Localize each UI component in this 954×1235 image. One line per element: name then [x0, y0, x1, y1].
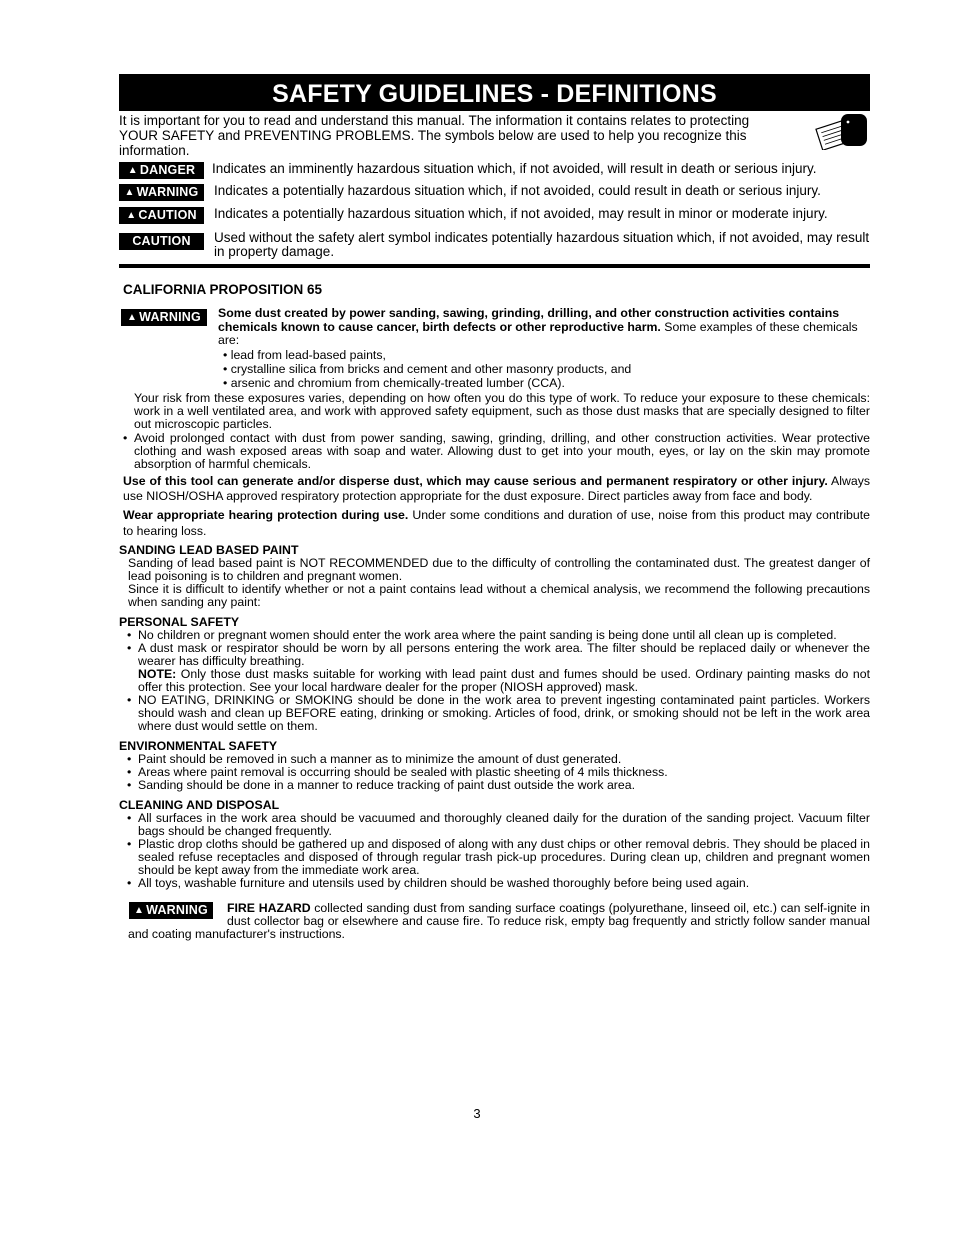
avoid-contact-item	[123, 432, 870, 471]
badge-label: WARNING	[139, 310, 201, 324]
environmental-safety-list	[119, 753, 870, 792]
list-item	[127, 642, 870, 694]
dust-paragraph	[123, 474, 870, 504]
list-item	[127, 753, 870, 766]
intro-paragraph	[119, 113, 870, 158]
environmental-safety-heading: ENVIRONMENTAL SAFETY	[119, 738, 278, 753]
badge-label: CAUTION	[132, 234, 191, 248]
personal-safety-list	[119, 629, 870, 733]
lead-paint-paragraph-2: Since it is difficult to identify whether or not a paint contains lead without a chemical analysis, we recommend the following precautions when sanding any paint:	[128, 581, 870, 609]
caution-badge	[119, 207, 204, 224]
definition-caution-no-symbol	[119, 230, 870, 259]
definition-text: Indicates a potentially hazardous situation which, if not avoided, could result in death or serious injury.	[214, 183, 821, 198]
list-item	[127, 766, 870, 779]
bullet: •	[127, 836, 132, 851]
lead-paint-paragraph-1: Sanding of lead based paint is NOT RECOMMENDED due to the difficulty of controlling the contaminated dust. The greatest danger of lead poisoning is to children and pregnant women.	[128, 555, 870, 583]
definition-text: Indicates a potentially hazardous situation which, if not avoided, may result in minor or moderate injury.	[214, 206, 828, 221]
badge-label: WARNING	[146, 902, 208, 917]
badge-label: DANGER	[139, 163, 196, 177]
alert-triangle-icon: ▲	[134, 904, 145, 916]
fire-hazard-warning	[128, 902, 870, 941]
prop65-normal-text: Some examples of these chemicals are:	[218, 319, 858, 347]
prop65-heading: CALIFORNIA PROPOSITION 65	[123, 282, 323, 297]
page-number: 3	[473, 1106, 481, 1121]
fire-hazard-label: FIRE HAZARD	[227, 900, 311, 915]
definition-caution	[119, 207, 870, 224]
badge-label: CAUTION	[138, 208, 197, 222]
bullet: •	[127, 751, 132, 766]
hearing-bold-text: Wear appropriate hearing protection during use.	[123, 507, 409, 522]
note-label: NOTE:	[138, 666, 177, 681]
avoid-contact-text: Avoid prolonged contact with dust from power sanding, sawing, grinding, drilling, and other construction activities. Wear protective clothing and wash exposed areas with soap and water. Allowing dust to get into your mouth, eyes, or lay on the skin may promote absorption of harmful chemicals.	[134, 430, 870, 471]
definition-danger	[119, 162, 870, 179]
bullet: •	[127, 627, 132, 642]
read-manual-icon	[812, 112, 868, 150]
bullet: •	[127, 764, 132, 779]
list-item-text: NO EATING, DRINKING or SMOKING should be done in the work area to prevent ingesting contaminated paint particles. Workers should wash and clean up BEFORE eating, drinking or smoking. Articles of food, drink, or smoking should not be left in the work area where dust would settle on them.	[138, 692, 870, 733]
list-item	[127, 812, 870, 838]
note-text: Only those dust masks suitable for working with lead paint dust and fumes should be used. Ordinary painting masks do not offer this protection. See your local hardware dealer for the proper (NIOSH approved) mask.	[138, 666, 870, 694]
list-item: • arsenic and chromium from chemically-treated lumber (CCA).	[223, 376, 870, 390]
hearing-paragraph	[123, 507, 870, 539]
bullet: •	[123, 430, 128, 445]
list-item: • crystalline silica from bricks and cement and other masonry products, and	[223, 362, 870, 376]
list-item-text	[138, 642, 870, 694]
list-item-text: All surfaces in the work area should be vacuumed and thoroughly cleaned daily for the duration of the sanding project. Vacuum filter bags should be changed frequently.	[138, 810, 870, 838]
personal-safety-heading: PERSONAL SAFETY	[119, 614, 240, 629]
bullet: •	[127, 640, 132, 655]
list-item	[127, 779, 870, 792]
page-title: SAFETY GUIDELINES - DEFINITIONS	[119, 74, 870, 111]
warning-badge	[121, 309, 207, 326]
list-item-text: Sanding should be done in a manner to reduce tracking of paint dust outside the work area.	[138, 777, 635, 792]
respirator-text: A dust mask or respirator should be worn by all persons entering the work area. The filter should be replaced daily or whenever the wearer has difficulty breathing.	[138, 640, 870, 668]
definition-text: Used without the safety alert symbol indicates potentially hazardous situation which, if not avoided, may result in property damage.	[214, 230, 870, 259]
lead-paint-heading: SANDING LEAD BASED PAINT	[119, 542, 299, 557]
prop65-bold-text: Some dust created by power sanding, sawing, grinding, drilling, and other construction activities contains chemicals known to cause cancer, birth defects or other reproductive harm.	[218, 306, 840, 334]
hearing-normal-text: Under some conditions and duration of use, noise from this product may contribute to hearing loss.	[123, 507, 870, 538]
list-item-text: No children or pregnant women should enter the work area where the paint sanding is being done until all clean up is completed.	[138, 627, 837, 642]
list-item: • lead from lead-based paints,	[223, 348, 870, 362]
list-item	[127, 694, 870, 733]
definition-warning	[119, 184, 870, 201]
badge-label: WARNING	[136, 185, 199, 199]
dust-normal-text: Always use NIOSH/OSHA approved respiratory protection appropriate for the dust exposure. Direct particles away from face and body.	[123, 473, 870, 503]
bullet: •	[127, 777, 132, 792]
intro-text: It is important for you to read and understand this manual. The information it contains relates to protecting YOUR SAFETY and PREVENTING PROBLEMS. The symbols below are used to help you recognize this information.	[119, 113, 750, 158]
fire-hazard-text: collected sanding dust from sanding surface coatings (polyurethane, linseed oil, etc.) can self-ignite in dust collector bag or elsewhere and cause fire. To reduce risk, empty bag frequently and strictly follow sander manual and coating manufacturer's instructions.	[128, 900, 870, 941]
caution-badge-plain	[119, 233, 204, 250]
risk-paragraph: Your risk from these exposures varies, depending on how often you do this type of work. To reduce your exposure to these chemicals: work in a well ventilated area, and work with approved safety equipment, such as those dust masks that are specially designed to filter out microscopic particles.	[134, 390, 870, 431]
cleaning-list	[119, 812, 870, 890]
list-item	[127, 838, 870, 877]
definition-text: Indicates an imminently hazardous situation which, if not avoided, will result in death or serious injury.	[212, 161, 817, 176]
bullet: •	[127, 692, 132, 707]
danger-badge	[119, 162, 204, 179]
cleaning-heading: CLEANING AND DISPOSAL	[119, 797, 280, 812]
section-divider	[119, 264, 870, 268]
alert-triangle-icon: ▲	[127, 165, 138, 176]
bullet: •	[127, 875, 132, 890]
prop65-warning	[119, 307, 870, 348]
alert-triangle-icon: ▲	[126, 210, 137, 221]
list-item-text: Areas where paint removal is occurring should be sealed with plastic sheeting of 4 mils thickness.	[138, 764, 668, 779]
dust-bold-text: Use of this tool can generate and/or disperse dust, which may cause serious and permanent respiratory or other injury.	[123, 473, 828, 488]
page-content	[119, 74, 870, 941]
alert-triangle-icon: ▲	[127, 312, 138, 323]
list-item-text: Paint should be removed in such a manner as to minimize the amount of dust generated.	[138, 751, 622, 766]
alert-triangle-icon: ▲	[124, 187, 135, 198]
warning-badge	[129, 902, 213, 919]
list-item	[127, 877, 870, 890]
prop65-text	[218, 307, 870, 348]
bullet: •	[127, 810, 132, 825]
chemicals-list	[223, 348, 870, 390]
list-item-text: Plastic drop cloths should be gathered up and disposed of along with any dust chips or other removal debris. They should be placed in sealed refuse receptacles and disposed of through regular trash pick-up procedures. During clean up, children and pregnant women should be kept away from the immediate work area.	[138, 836, 870, 877]
list-item-text: All toys, washable furniture and utensils used by children should be washed thoroughly before being used again.	[138, 875, 750, 890]
warning-badge	[119, 184, 204, 201]
